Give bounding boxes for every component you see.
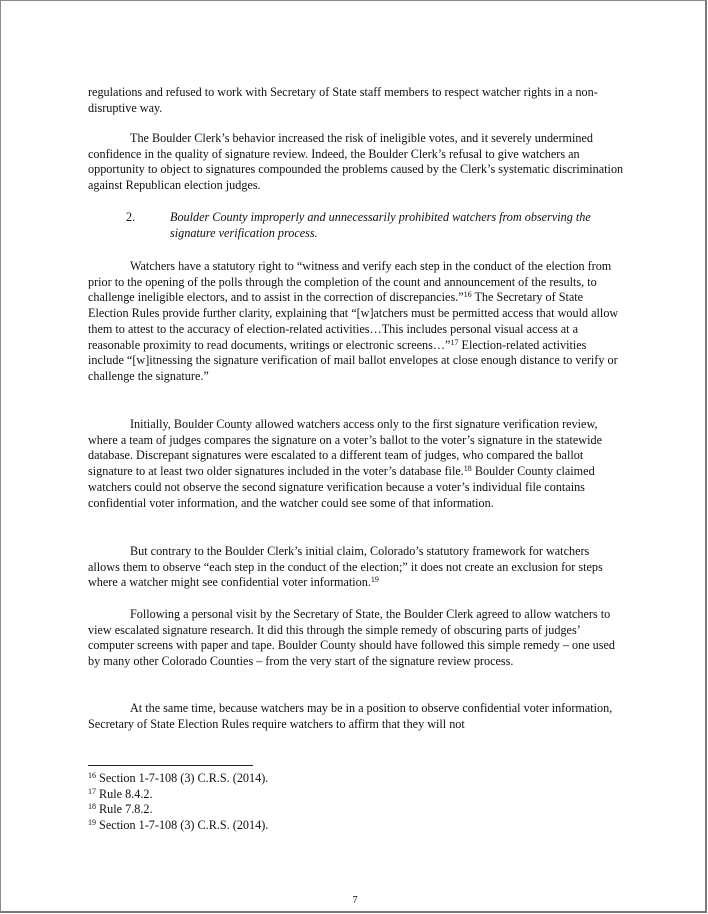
paragraph-continuation <box>88 85 624 116</box>
footnote-separator <box>88 765 253 766</box>
footnote-ref-19[interactable]: 19 <box>370 575 379 585</box>
heading-title: Boulder County improperly and unnecessarily prohibited watchers from observing the signature verification process. <box>170 210 591 240</box>
paragraph-text: Boulder County claimed watchers could not observe the second signature verification because a voter’s individual file contains confidential voter information, and the watcher could see some of that information. <box>88 464 595 510</box>
paragraph-text: The Boulder Clerk’s behavior increased the risk of ineligible votes, and it severely undermined confidence in the quality of signature review. Indeed, the Boulder Clerk’s refusal to give watchers an opportunity to object to signatures compounded the problems caused by the Clerk’s systematic discrimination against Republican election judges. <box>88 131 624 193</box>
footnote-ref-16[interactable]: 16 <box>463 290 472 300</box>
paragraph-same-time <box>88 701 624 732</box>
paragraph-text: regulations and refused to work with Secretary of State staff members to respect watcher rights in a non- disruptive way. <box>88 85 598 115</box>
paragraph-clerk-behavior <box>88 131 624 194</box>
paragraph-text: The Secretary of State Election Rules provide further clarity, explaining that “[w]atchers must be permitted access that would allow them to attest to the accuracy of election-related activities…This includes personal visual access at a reasonable proximity to read documents, writings or electronic screens…” <box>88 290 619 352</box>
paragraph-text: Watchers have a statutory right to “witness and verify each step in the conduct of the election from prior to the opening of the polls through the completion of the count and announcement of the results, to challenge ineligible electors, and to assist in the correction of discrepancies.” <box>88 259 612 305</box>
heading-number: 2. <box>126 210 136 224</box>
footnote-text: Rule 8.4.2. <box>96 786 153 801</box>
footnote-ref-18[interactable]: 18 <box>463 464 472 474</box>
paragraph-text: Following a personal visit by the Secretary of State, the Boulder Clerk agreed to allow watchers to view escalated signature research. It did this through the simple remedy of obscuring parts of judges’ computer screens with paper and tape. Boulder County should have followed this simple remedy – one used by many other Colorado Counties – from the very start of the signature review process. <box>88 607 615 669</box>
paragraph-text: Election-related activities include “[w]itnessing the signature verification of mail ballot envelopes at close enough distance to verify or challenge the signature.” <box>88 337 618 383</box>
page-number: 7 <box>352 895 358 906</box>
footnote-item <box>88 802 488 818</box>
paragraph-text: But contrary to the Boulder Clerk’s initial claim, Colorado’s statutory framework for watchers allows them to observe “each step in the conduct of the election;” it does not create an exclusion for steps where a watcher might see confidential voter information. <box>88 544 603 590</box>
footnote-number: 18 <box>88 802 96 811</box>
footnote-ref-17[interactable]: 17 <box>450 337 459 347</box>
footnote-text: Section 1-7-108 (3) C.R.S. (2014). <box>96 771 269 785</box>
paragraph-text: At the same time, because watchers may be in a position to observe confidential voter information, Secretary of State Election Rules require watchers to affirm that they will not <box>88 701 613 731</box>
footnote-number: 19 <box>88 817 96 827</box>
paragraph-watcher-rights <box>88 259 624 385</box>
footnote-item <box>88 818 488 834</box>
footnote-number: 16 <box>88 771 96 780</box>
footnotes <box>88 771 488 833</box>
paragraph-statutory-framework <box>88 544 624 591</box>
footnote-item <box>88 771 488 787</box>
footnote-text: Section 1-7-108 (3) C.R.S. (2014). <box>96 817 269 832</box>
paragraph-text: Initially, Boulder County allowed watchers access only to the first signature verification review, where a team of judges compares the signature on a voter’s ballot to the voter’s signature in the statewide database. Discrepant signatures were escalated to a different team of judges, who compared the ballot signature to at least two older signatures included in the voter’s database file. <box>88 417 602 479</box>
paragraph-initial-access <box>88 417 624 511</box>
paragraph-personal-visit <box>88 607 624 670</box>
footnote-number: 17 <box>88 786 96 796</box>
footnote-text: Rule 7.8.2. <box>96 802 153 816</box>
footnote-item <box>88 787 488 803</box>
